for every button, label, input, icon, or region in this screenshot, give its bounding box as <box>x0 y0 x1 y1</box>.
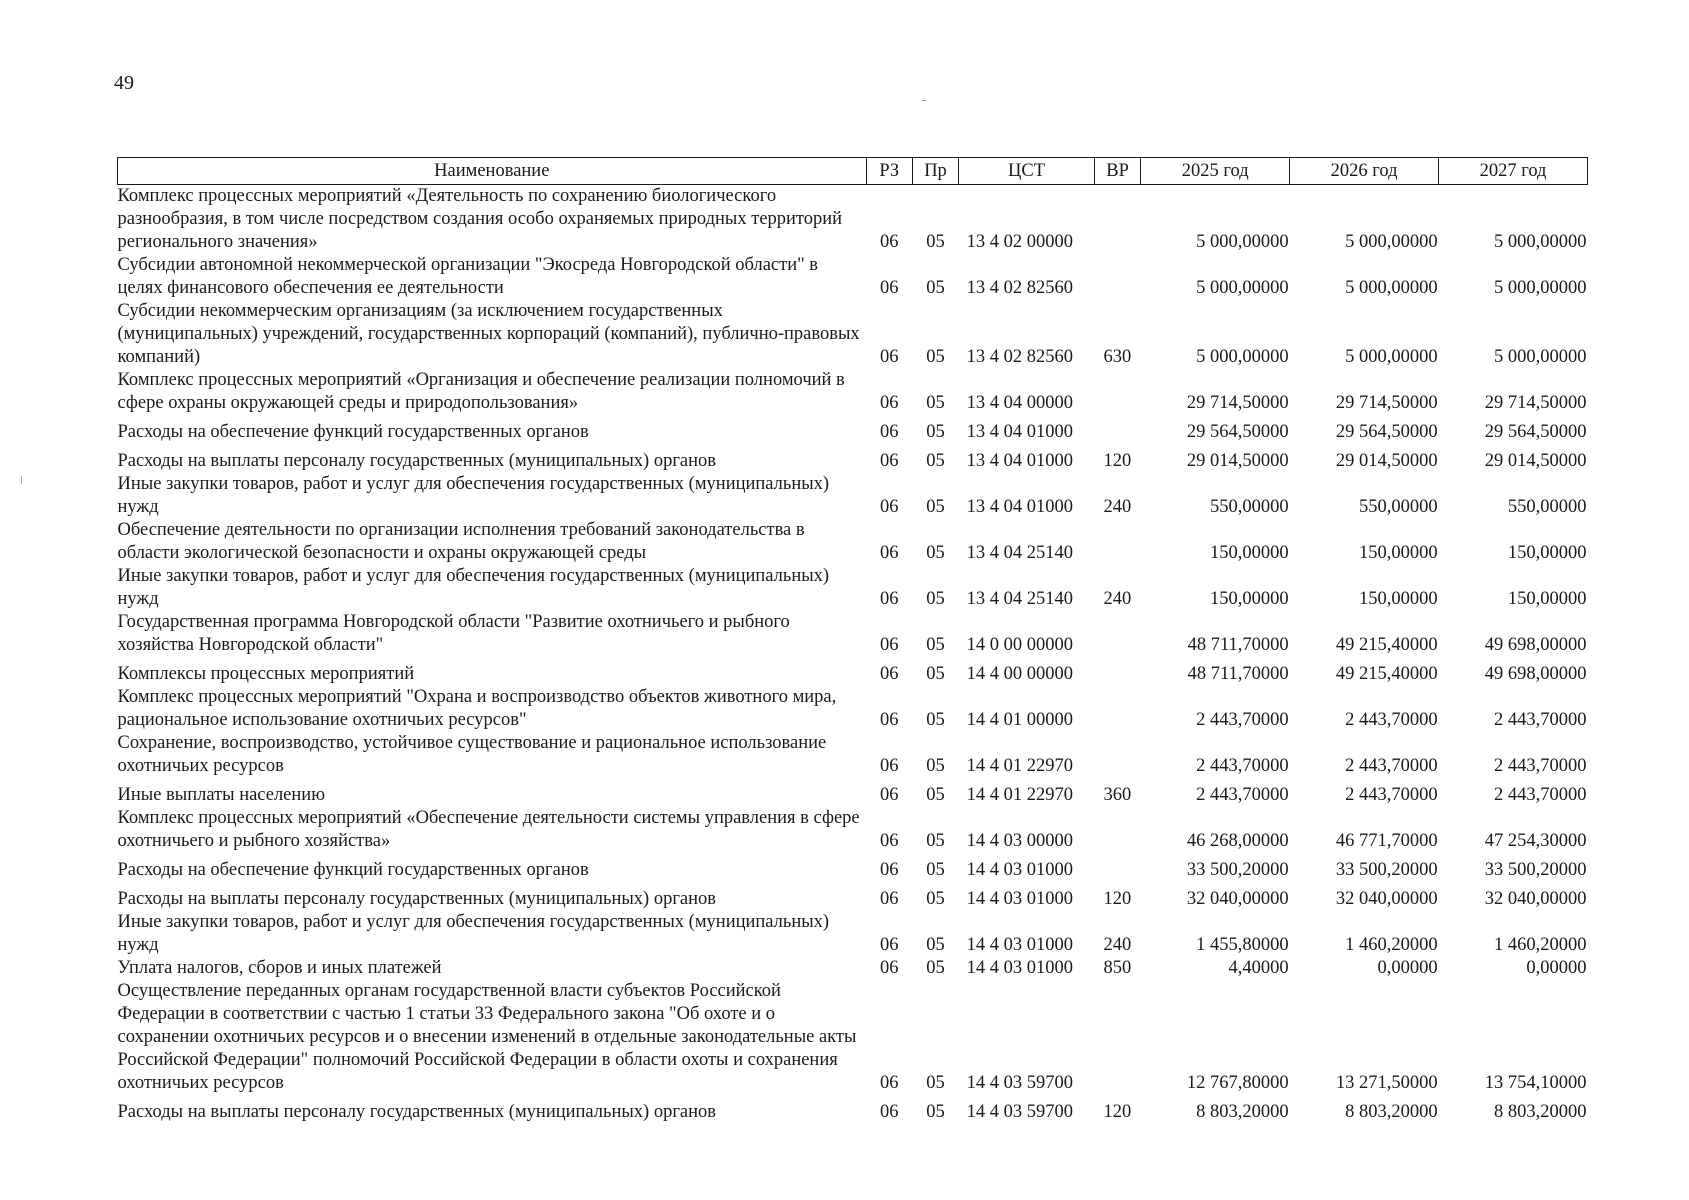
cell-2025: 2 443,70000 <box>1196 785 1289 805</box>
cell-2026: 0,00000 <box>1377 958 1438 978</box>
cell-name: Субсидии автономной некоммерческой организации "Экосреда Новгородской области" в целях финансового обеспечения ее деятельности <box>117 255 819 298</box>
cell-2026: 2 443,70000 <box>1345 756 1438 776</box>
cell-rz: 06 <box>879 785 899 805</box>
cell-2027: 49 698,00000 <box>1484 635 1587 655</box>
cell-2025: 1 455,80000 <box>1196 935 1289 955</box>
cell-2026: 2 443,70000 <box>1345 785 1438 805</box>
cell-rz: 06 <box>879 664 899 684</box>
scan-artifact <box>21 476 22 484</box>
cell-2025: 5 000,00000 <box>1196 278 1289 298</box>
header-cst: ЦСТ <box>959 158 1095 185</box>
cell-cst: 14 4 01 22970 <box>966 785 1074 805</box>
cell-vr <box>1094 185 1140 255</box>
cell-2025: 46 268,00000 <box>1186 831 1289 851</box>
cell-cst: 14 4 03 01000 <box>966 889 1074 909</box>
cell-2025: 150,00000 <box>1210 589 1289 609</box>
cell-pr: 05 <box>926 710 945 730</box>
cell-2027: 1 460,20000 <box>1494 935 1587 955</box>
cell-cst: 13 4 02 82560 <box>966 347 1074 367</box>
cell-pr: 05 <box>926 935 945 955</box>
header-rz: РЗ <box>866 158 912 185</box>
cell-vr <box>1094 686 1140 732</box>
cell-2026: 550,00000 <box>1358 497 1438 517</box>
cell-pr: 05 <box>926 860 945 880</box>
cell-name: Расходы на обеспечение функций государственных органов <box>117 422 589 442</box>
cell-2027: 2 443,70000 <box>1494 710 1587 730</box>
cell-rz: 06 <box>879 860 899 880</box>
cell-2027: 49 698,00000 <box>1484 664 1587 684</box>
cell-2027: 150,00000 <box>1507 543 1587 563</box>
header-2026: 2026 год <box>1290 158 1439 185</box>
cell-2026: 29 564,50000 <box>1335 422 1438 442</box>
table-row <box>118 732 1588 778</box>
cell-2025: 48 711,70000 <box>1187 664 1289 684</box>
cell-2026: 49 215,40000 <box>1335 664 1438 684</box>
cell-name: Комплекс процессных мероприятий «Обеспечение деятельности системы управления в сфере охотничьего и рыбного хозяйства» <box>117 808 860 851</box>
cell-name: Комплексы процессных мероприятий <box>117 664 415 684</box>
cell-cst: 13 4 04 25140 <box>966 589 1074 609</box>
cell-name: Субсидии некоммерческим организациям (за исключением государственных (муниципальных) учреждений, государственных корпораций (компаний), публично-правовых компаний) <box>117 301 860 367</box>
cell-2025: 2 443,70000 <box>1196 710 1289 730</box>
cell-2027: 32 040,00000 <box>1484 889 1587 909</box>
table-row <box>118 980 1588 1095</box>
cell-vr: 240 <box>1103 935 1132 955</box>
cell-cst: 14 4 01 22970 <box>966 756 1074 776</box>
cell-name: Иные закупки товаров, работ и услуг для обеспечения государственных (муниципальных) нужд <box>117 474 830 517</box>
cell-vr <box>1094 732 1140 778</box>
table-header <box>118 158 1588 185</box>
cell-cst: 13 4 04 01000 <box>966 451 1074 471</box>
scan-artifact <box>922 100 926 101</box>
cell-name: Государственная программа Новгородской области "Развитие охотничьего и рыбного хозяйства Новгородской области" <box>117 612 790 655</box>
cell-name: Сохранение, воспроизводство, устойчивое существование и рациональное использование охотничьих ресурсов <box>117 733 827 776</box>
cell-2027: 550,00000 <box>1507 497 1587 517</box>
cell-vr <box>1094 519 1140 565</box>
cell-pr: 05 <box>926 347 945 367</box>
cell-rz: 06 <box>879 497 899 517</box>
table-row <box>118 807 1588 853</box>
cell-pr: 05 <box>926 958 945 978</box>
cell-vr: 120 <box>1103 1102 1132 1122</box>
cell-2026: 29 714,50000 <box>1335 393 1438 413</box>
cell-vr <box>1094 415 1140 444</box>
cell-pr: 05 <box>926 664 945 684</box>
cell-vr: 850 <box>1103 958 1132 978</box>
cell-name: Комплекс процессных мероприятий «Деятельность по сохранению биологического разнообразия, в том числе посредством создания особо охраняемых природных территорий регионального значения» <box>117 186 843 252</box>
cell-cst: 14 0 00 00000 <box>966 635 1074 655</box>
cell-2027: 29 564,50000 <box>1484 422 1587 442</box>
cell-vr <box>1094 980 1140 1095</box>
cell-vr <box>1094 853 1140 882</box>
cell-pr: 05 <box>926 1073 945 1093</box>
cell-cst: 13 4 02 00000 <box>966 232 1074 252</box>
cell-2026: 5 000,00000 <box>1345 232 1438 252</box>
cell-2027: 0,00000 <box>1526 958 1587 978</box>
cell-cst: 13 4 04 01000 <box>966 422 1074 442</box>
cell-vr: 360 <box>1103 785 1132 805</box>
table-row <box>118 686 1588 732</box>
cell-rz: 06 <box>879 543 899 563</box>
table-row <box>118 519 1588 565</box>
cell-2027: 5 000,00000 <box>1494 347 1587 367</box>
cell-2027: 29 014,50000 <box>1484 451 1587 471</box>
cell-vr <box>1094 611 1140 657</box>
cell-vr: 240 <box>1103 589 1132 609</box>
table-row <box>118 254 1588 300</box>
cell-pr: 05 <box>926 232 945 252</box>
cell-2026: 46 771,70000 <box>1335 831 1438 851</box>
cell-pr: 05 <box>926 756 945 776</box>
cell-2026: 5 000,00000 <box>1345 347 1438 367</box>
cell-cst: 14 4 03 01000 <box>966 958 1074 978</box>
cell-2025: 5 000,00000 <box>1196 347 1289 367</box>
cell-2026: 150,00000 <box>1358 589 1438 609</box>
cell-2027: 2 443,70000 <box>1494 785 1587 805</box>
cell-vr: 630 <box>1103 347 1132 367</box>
cell-2025: 5 000,00000 <box>1196 232 1289 252</box>
cell-2025: 32 040,00000 <box>1186 889 1289 909</box>
cell-rz: 06 <box>879 347 899 367</box>
cell-rz: 06 <box>879 635 899 655</box>
cell-pr: 05 <box>926 543 945 563</box>
cell-pr: 05 <box>926 422 945 442</box>
table-row <box>118 853 1588 882</box>
cell-name: Иные закупки товаров, работ и услуг для обеспечения государственных (муниципальных) нужд <box>117 566 830 609</box>
cell-name: Обеспечение деятельности по организации исполнения требований законодательства в области экологической безопасности и охраны окружающей среды <box>117 520 805 563</box>
cell-cst: 14 4 03 59700 <box>966 1102 1074 1122</box>
cell-name: Расходы на выплаты персоналу государственных (муниципальных) органов <box>117 1102 717 1122</box>
cell-rz: 06 <box>879 232 899 252</box>
cell-2026: 150,00000 <box>1358 543 1438 563</box>
cell-cst: 13 4 04 01000 <box>966 497 1074 517</box>
cell-rz: 06 <box>879 422 899 442</box>
cell-pr: 05 <box>926 831 945 851</box>
cell-2026: 5 000,00000 <box>1345 278 1438 298</box>
header-pr: Пр <box>912 158 958 185</box>
cell-2027: 13 754,10000 <box>1484 1073 1587 1093</box>
cell-2025: 4,40000 <box>1228 958 1289 978</box>
table-row <box>118 473 1588 519</box>
cell-cst: 14 4 03 01000 <box>966 935 1074 955</box>
cell-2026: 8 803,20000 <box>1345 1102 1438 1122</box>
cell-vr: 120 <box>1103 889 1132 909</box>
cell-cst: 13 4 02 82560 <box>966 278 1074 298</box>
header-vr: ВР <box>1094 158 1140 185</box>
cell-2025: 2 443,70000 <box>1196 756 1289 776</box>
cell-2026: 13 271,50000 <box>1335 1073 1438 1093</box>
cell-name: Расходы на обеспечение функций государственных органов <box>117 860 589 880</box>
cell-rz: 06 <box>879 451 899 471</box>
cell-vr: 120 <box>1103 451 1132 471</box>
cell-rz: 06 <box>879 589 899 609</box>
cell-rz: 06 <box>879 1102 899 1122</box>
cell-rz: 06 <box>879 756 899 776</box>
cell-cst: 14 4 03 59700 <box>966 1073 1074 1093</box>
cell-2027: 47 254,30000 <box>1484 831 1587 851</box>
cell-2027: 2 443,70000 <box>1494 756 1587 776</box>
cell-2025: 29 564,50000 <box>1186 422 1289 442</box>
table-row <box>118 657 1588 686</box>
cell-2027: 5 000,00000 <box>1494 278 1587 298</box>
table-row <box>118 369 1588 415</box>
cell-rz: 06 <box>879 1073 899 1093</box>
cell-2027: 150,00000 <box>1507 589 1587 609</box>
cell-rz: 06 <box>879 278 899 298</box>
cell-name: Иные выплаты населению <box>117 785 326 805</box>
cell-rz: 06 <box>879 710 899 730</box>
cell-rz: 06 <box>879 889 899 909</box>
cell-cst: 14 4 03 01000 <box>966 860 1074 880</box>
table-row <box>118 1095 1588 1124</box>
cell-2027: 8 803,20000 <box>1494 1102 1587 1122</box>
cell-2027: 29 714,50000 <box>1484 393 1587 413</box>
cell-name: Комплекс процессных мероприятий «Организация и обеспечение реализации полномочий в сфере охраны окружающей среды и природопользования» <box>117 370 845 413</box>
table-row <box>118 300 1588 369</box>
cell-2025: 29 014,50000 <box>1186 451 1289 471</box>
cell-cst: 14 4 03 00000 <box>966 831 1074 851</box>
cell-2025: 550,00000 <box>1210 497 1289 517</box>
table-row <box>118 185 1588 255</box>
cell-cst: 14 4 00 00000 <box>966 664 1074 684</box>
header-2025: 2025 год <box>1141 158 1290 185</box>
cell-2025: 12 767,80000 <box>1186 1073 1289 1093</box>
table-row <box>118 957 1588 980</box>
cell-vr <box>1094 369 1140 415</box>
cell-name: Расходы на выплаты персоналу государственных (муниципальных) органов <box>117 451 717 471</box>
cell-2025: 29 714,50000 <box>1186 393 1289 413</box>
cell-2026: 33 500,20000 <box>1335 860 1438 880</box>
cell-2026: 32 040,00000 <box>1335 889 1438 909</box>
cell-cst: 13 4 04 25140 <box>966 543 1074 563</box>
cell-rz: 06 <box>879 958 899 978</box>
cell-name: Расходы на выплаты персоналу государственных (муниципальных) органов <box>117 889 717 909</box>
table-body <box>118 185 1588 1125</box>
header-2027: 2027 год <box>1439 158 1588 185</box>
cell-vr <box>1094 807 1140 853</box>
table-row <box>118 911 1588 957</box>
cell-cst: 14 4 01 00000 <box>966 710 1074 730</box>
cell-pr: 05 <box>926 278 945 298</box>
cell-pr: 05 <box>926 889 945 909</box>
cell-pr: 05 <box>926 497 945 517</box>
cell-2026: 1 460,20000 <box>1345 935 1438 955</box>
cell-pr: 05 <box>926 635 945 655</box>
cell-vr <box>1094 657 1140 686</box>
table-row <box>118 611 1588 657</box>
cell-2027: 5 000,00000 <box>1494 232 1587 252</box>
cell-pr: 05 <box>926 785 945 805</box>
cell-name: Иные закупки товаров, работ и услуг для обеспечения государственных (муниципальных) нужд <box>117 912 830 955</box>
table-row <box>118 565 1588 611</box>
cell-pr: 05 <box>926 1102 945 1122</box>
cell-2027: 33 500,20000 <box>1484 860 1587 880</box>
cell-2026: 2 443,70000 <box>1345 710 1438 730</box>
cell-2026: 29 014,50000 <box>1335 451 1438 471</box>
cell-pr: 05 <box>926 393 945 413</box>
cell-vr: 240 <box>1103 497 1132 517</box>
cell-pr: 05 <box>926 451 945 471</box>
cell-rz: 06 <box>879 393 899 413</box>
cell-vr <box>1094 254 1140 300</box>
table-row <box>118 444 1588 473</box>
budget-table <box>117 157 1588 1124</box>
header-name: Наименование <box>118 158 867 185</box>
cell-cst: 13 4 04 00000 <box>966 393 1074 413</box>
table-row <box>118 778 1588 807</box>
cell-2025: 150,00000 <box>1210 543 1289 563</box>
cell-name: Уплата налогов, сборов и иных платежей <box>117 958 442 978</box>
cell-rz: 06 <box>879 935 899 955</box>
table-row <box>118 415 1588 444</box>
page-number: 49 <box>114 72 134 94</box>
table-row <box>118 882 1588 911</box>
cell-2025: 33 500,20000 <box>1186 860 1289 880</box>
cell-pr: 05 <box>926 589 945 609</box>
cell-2026: 49 215,40000 <box>1335 635 1438 655</box>
cell-2025: 8 803,20000 <box>1196 1102 1289 1122</box>
cell-rz: 06 <box>879 831 899 851</box>
cell-name: Осуществление переданных органам государственной власти субъектов Российской Федерации в соответствии с частью 1 статьи 33 Федерального закона "Об охоте и о сохранении охотничьих ресурсов и о внесении изменений в отдельные законодательные акты Российской Федерации" полномочий Российской Федерации в области охоты и сохранения охотничьих ресурсов <box>117 981 857 1093</box>
cell-name: Комплекс процессных мероприятий "Охрана и воспроизводство объектов животного мира, рациональное использование охотничьих ресурсов" <box>117 687 837 730</box>
cell-2025: 48 711,70000 <box>1187 635 1289 655</box>
